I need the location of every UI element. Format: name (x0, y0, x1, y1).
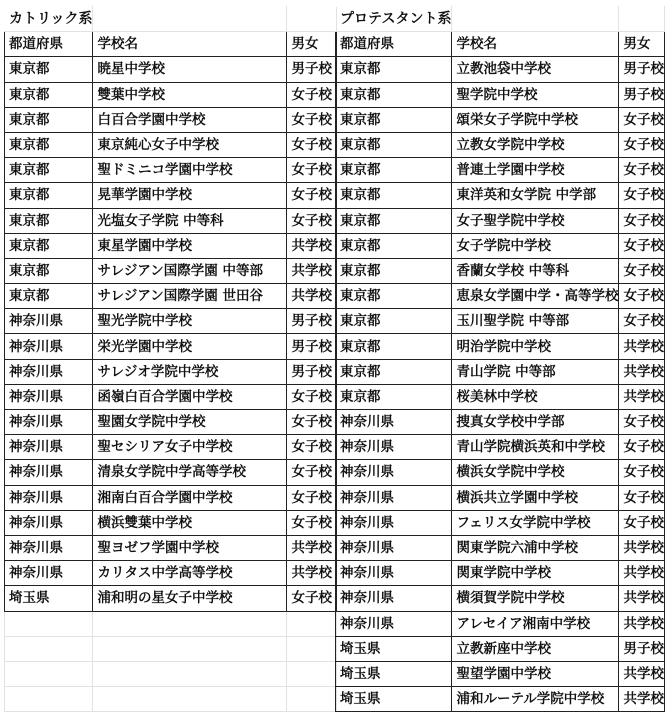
cell-gender: 女子校 (619, 284, 665, 309)
cell-prefecture: 東京都 (5, 82, 93, 107)
cell-prefecture: 神奈川県 (336, 460, 452, 485)
cell-school-name: 立教女学院中学校 (452, 132, 619, 157)
cell-gender: 共学校 (287, 561, 337, 586)
table-row (336, 535, 665, 560)
cell-prefecture: 東京都 (5, 208, 93, 233)
cell-prefecture: 神奈川県 (336, 561, 452, 586)
cell-gender: 女子校 (619, 410, 665, 435)
table-row (5, 435, 337, 460)
cell-prefecture: 東京都 (336, 233, 452, 258)
cell-prefecture: 神奈川県 (5, 410, 93, 435)
table-row (336, 82, 665, 107)
cell-prefecture: 東京都 (336, 82, 452, 107)
cell-prefecture: 神奈川県 (5, 334, 93, 359)
cell-school-name: 聖光学院中学校 (93, 309, 287, 334)
table-row (5, 460, 337, 485)
cell-school-name: 関東学院六浦中学校 (452, 535, 619, 560)
cell-school-name: 聖望学園中学校 (452, 661, 619, 686)
table-row (336, 510, 665, 535)
cell-prefecture: 埼玉県 (336, 636, 452, 661)
cell-gender: 女子校 (619, 485, 665, 510)
cell-school-name: 立教新座中学校 (452, 636, 619, 661)
cell-school-name: 聖セシリア女子中学校 (93, 435, 287, 460)
table-header-row (5, 32, 337, 57)
cell-school-name: 東洋英和女学院 中学部 (452, 183, 619, 208)
cell-prefecture: 神奈川県 (5, 435, 93, 460)
cell-school-name: 雙葉中学校 (93, 82, 287, 107)
cell-school-name: 女子聖学院中学校 (452, 208, 619, 233)
cell-prefecture: 東京都 (336, 57, 452, 82)
table-row (5, 132, 337, 157)
cell-prefecture: 東京都 (5, 183, 93, 208)
table-row (5, 208, 337, 233)
table-row (5, 485, 337, 510)
table-title-row (5, 7, 337, 32)
cell-school-name: 桜美林中学校 (452, 384, 619, 409)
cell-gender: 女子校 (619, 510, 665, 535)
column-header-gender: 男女 (619, 32, 665, 57)
protestant-title: プロテスタント系 (336, 7, 452, 32)
table-row (336, 687, 665, 712)
cell-gender: 女子校 (619, 107, 665, 132)
cell-prefecture: 東京都 (336, 284, 452, 309)
cell-gender: 女子校 (619, 435, 665, 460)
cell-prefecture: 東京都 (336, 132, 452, 157)
table-row (336, 359, 665, 384)
cell-school-name: 晃華学園中学校 (93, 183, 287, 208)
protestant-schools-table (335, 6, 665, 712)
cell-gender: 女子校 (287, 460, 337, 485)
column-header-school-name: 学校名 (93, 32, 287, 57)
cell-school-name: 白百合学園中学校 (93, 107, 287, 132)
cell-gender: 男子校 (287, 309, 337, 334)
cell-gender: 女子校 (619, 309, 665, 334)
table-row (336, 107, 665, 132)
cell-prefecture: 神奈川県 (5, 384, 93, 409)
cell-prefecture: 東京都 (336, 359, 452, 384)
cell-school-name: 恵泉女学園中学・高等学校 (452, 284, 619, 309)
cell-school-name: 頌栄女子学院中学校 (452, 107, 619, 132)
table-row (5, 183, 337, 208)
cell-school-name: 関東学院中学校 (452, 561, 619, 586)
column-header-school-name: 学校名 (452, 32, 619, 57)
cell-school-name: 聖ドミニコ学園中学校 (93, 158, 287, 183)
cell-gender: 女子校 (287, 435, 337, 460)
cell-school-name: 暁星中学校 (93, 57, 287, 82)
cell-prefecture: 神奈川県 (336, 410, 452, 435)
cell-school-name: 光塩女子学院 中等科 (93, 208, 287, 233)
catholic-title: カトリック系 (5, 7, 93, 32)
table-row (336, 410, 665, 435)
cell-prefecture: 神奈川県 (5, 535, 93, 560)
cell-gender: 共学校 (619, 586, 665, 611)
table-row (5, 309, 337, 334)
cell-gender: 共学校 (287, 284, 337, 309)
table-row (336, 485, 665, 510)
cell-school-name: 聖学院中学校 (452, 82, 619, 107)
cell-prefecture: 東京都 (5, 284, 93, 309)
column-header-gender: 男女 (287, 32, 337, 57)
cell-school-name: 聖ヨゼフ学園中学校 (93, 535, 287, 560)
table-row (5, 233, 337, 258)
cell-prefecture: 東京都 (336, 208, 452, 233)
empty-row (5, 661, 337, 686)
cell-gender: 女子校 (287, 158, 337, 183)
cell-prefecture: 埼玉県 (5, 586, 93, 611)
cell-prefecture: 東京都 (336, 334, 452, 359)
cell-school-name: 横須賀学院中学校 (452, 586, 619, 611)
table-title-row (336, 7, 665, 32)
catholic-schools-table (4, 6, 337, 712)
table-row (5, 82, 337, 107)
table-header-row (336, 32, 665, 57)
cell-gender: 共学校 (619, 611, 665, 636)
table-row (336, 661, 665, 686)
cell-prefecture: 東京都 (336, 384, 452, 409)
cell-prefecture: 埼玉県 (336, 661, 452, 686)
table-row (336, 233, 665, 258)
cell-gender: 女子校 (287, 132, 337, 157)
cell-gender: 女子校 (287, 410, 337, 435)
table-row (336, 460, 665, 485)
table-row (5, 535, 337, 560)
cell-gender: 共学校 (287, 258, 337, 283)
cell-prefecture: 神奈川県 (336, 535, 452, 560)
table-row (5, 384, 337, 409)
table-row (5, 334, 337, 359)
column-header-prefecture: 都道府県 (336, 32, 452, 57)
cell-gender: 共学校 (619, 561, 665, 586)
cell-prefecture: 埼玉県 (336, 687, 452, 712)
cell-gender: 共学校 (619, 687, 665, 712)
cell-prefecture: 神奈川県 (5, 485, 93, 510)
cell-gender: 共学校 (287, 233, 337, 258)
table-row (336, 258, 665, 283)
table-row (5, 158, 337, 183)
cell-gender: 女子校 (619, 233, 665, 258)
cell-gender: 女子校 (619, 208, 665, 233)
cell-school-name: サレジオ学院中学校 (93, 359, 287, 384)
cell-gender: 共学校 (619, 535, 665, 560)
column-header-prefecture: 都道府県 (5, 32, 93, 57)
cell-gender: 共学校 (287, 535, 337, 560)
empty-row (5, 636, 337, 661)
table-row (5, 510, 337, 535)
cell-gender: 女子校 (619, 183, 665, 208)
table-row (336, 158, 665, 183)
cell-school-name: 横浜共立学園中学校 (452, 485, 619, 510)
cell-prefecture: 東京都 (336, 183, 452, 208)
cell-school-name: 捜真女学校中学部 (452, 410, 619, 435)
table-row (336, 611, 665, 636)
cell-school-name: 玉川聖学院 中等部 (452, 309, 619, 334)
cell-prefecture: 東京都 (5, 57, 93, 82)
cell-gender: 共学校 (619, 384, 665, 409)
cell-gender: 女子校 (287, 510, 337, 535)
cell-prefecture: 神奈川県 (336, 510, 452, 535)
cell-school-name: 香蘭女学校 中等科 (452, 258, 619, 283)
cell-school-name: 浦和明の星女子中学校 (93, 586, 287, 611)
cell-prefecture: 神奈川県 (5, 561, 93, 586)
cell-prefecture: 神奈川県 (336, 485, 452, 510)
cell-prefecture: 神奈川県 (5, 510, 93, 535)
cell-prefecture: 神奈川県 (5, 460, 93, 485)
cell-school-name: 青山学院横浜英和中学校 (452, 435, 619, 460)
table-row (5, 359, 337, 384)
cell-prefecture: 神奈川県 (336, 586, 452, 611)
cell-school-name: 明治学院中学校 (452, 334, 619, 359)
table-row (336, 334, 665, 359)
cell-prefecture: 神奈川県 (336, 611, 452, 636)
table-row (5, 586, 337, 611)
cell-school-name: 立教池袋中学校 (452, 57, 619, 82)
cell-prefecture: 東京都 (5, 107, 93, 132)
cell-prefecture: 神奈川県 (336, 435, 452, 460)
cell-school-name: 横浜雙葉中学校 (93, 510, 287, 535)
cell-prefecture: 神奈川県 (5, 309, 93, 334)
cell-prefecture: 東京都 (5, 158, 93, 183)
table-row (336, 636, 665, 661)
empty-row (5, 687, 337, 712)
cell-prefecture: 東京都 (336, 158, 452, 183)
cell-school-name: 函嶺白百合学園中学校 (93, 384, 287, 409)
cell-gender: 女子校 (287, 485, 337, 510)
cell-school-name: 東星学園中学校 (93, 233, 287, 258)
table-row (5, 410, 337, 435)
cell-prefecture: 東京都 (5, 132, 93, 157)
cell-prefecture: 神奈川県 (5, 359, 93, 384)
table-row (336, 435, 665, 460)
cell-gender: 女子校 (287, 208, 337, 233)
cell-gender: 女子校 (287, 183, 337, 208)
cell-prefecture: 東京都 (336, 258, 452, 283)
cell-prefecture: 東京都 (5, 233, 93, 258)
cell-school-name: 青山学院 中等部 (452, 359, 619, 384)
cell-school-name: サレジアン国際学園 中等部 (93, 258, 287, 283)
cell-school-name: 栄光学園中学校 (93, 334, 287, 359)
table-row (336, 57, 665, 82)
cell-school-name: 浦和ルーテル学院中学校 (452, 687, 619, 712)
table-row (5, 561, 337, 586)
cell-gender: 男子校 (287, 359, 337, 384)
table-row (5, 258, 337, 283)
table-row (336, 183, 665, 208)
cell-school-name: 普連土学園中学校 (452, 158, 619, 183)
cell-gender: 女子校 (619, 460, 665, 485)
table-row (5, 57, 337, 82)
cell-gender: 男子校 (619, 57, 665, 82)
table-row (336, 586, 665, 611)
cell-school-name: 東京純心女子中学校 (93, 132, 287, 157)
table-row (336, 208, 665, 233)
cell-gender: 共学校 (619, 334, 665, 359)
cell-gender: 女子校 (287, 586, 337, 611)
cell-gender: 男子校 (619, 636, 665, 661)
cell-gender: 女子校 (619, 158, 665, 183)
cell-school-name: 清泉女学院中学高等学校 (93, 460, 287, 485)
cell-gender: 女子校 (619, 132, 665, 157)
cell-school-name: 聖園女学院中学校 (93, 410, 287, 435)
table-row (336, 384, 665, 409)
cell-prefecture: 東京都 (5, 258, 93, 283)
table-row (5, 284, 337, 309)
table-row (336, 309, 665, 334)
cell-school-name: 女子学院中学校 (452, 233, 619, 258)
cell-gender: 共学校 (619, 359, 665, 384)
cell-school-name: アレセイア湘南中学校 (452, 611, 619, 636)
cell-prefecture: 東京都 (336, 107, 452, 132)
cell-gender: 女子校 (287, 82, 337, 107)
cell-gender: 女子校 (619, 258, 665, 283)
table-row (336, 284, 665, 309)
cell-gender: 男子校 (287, 334, 337, 359)
table-row (336, 561, 665, 586)
cell-school-name: フェリス女学院中学校 (452, 510, 619, 535)
cell-gender: 女子校 (287, 384, 337, 409)
cell-gender: 共学校 (619, 661, 665, 686)
cell-school-name: サレジアン国際学園 世田谷 (93, 284, 287, 309)
table-row (336, 132, 665, 157)
cell-gender: 男子校 (619, 82, 665, 107)
cell-school-name: 横浜女学院中学校 (452, 460, 619, 485)
cell-school-name: カリタス中学高等学校 (93, 561, 287, 586)
table-row (5, 107, 337, 132)
cell-gender: 男子校 (287, 57, 337, 82)
empty-row (5, 611, 337, 636)
cell-prefecture: 東京都 (336, 309, 452, 334)
cell-gender: 女子校 (287, 107, 337, 132)
cell-school-name: 湘南白百合学園中学校 (93, 485, 287, 510)
